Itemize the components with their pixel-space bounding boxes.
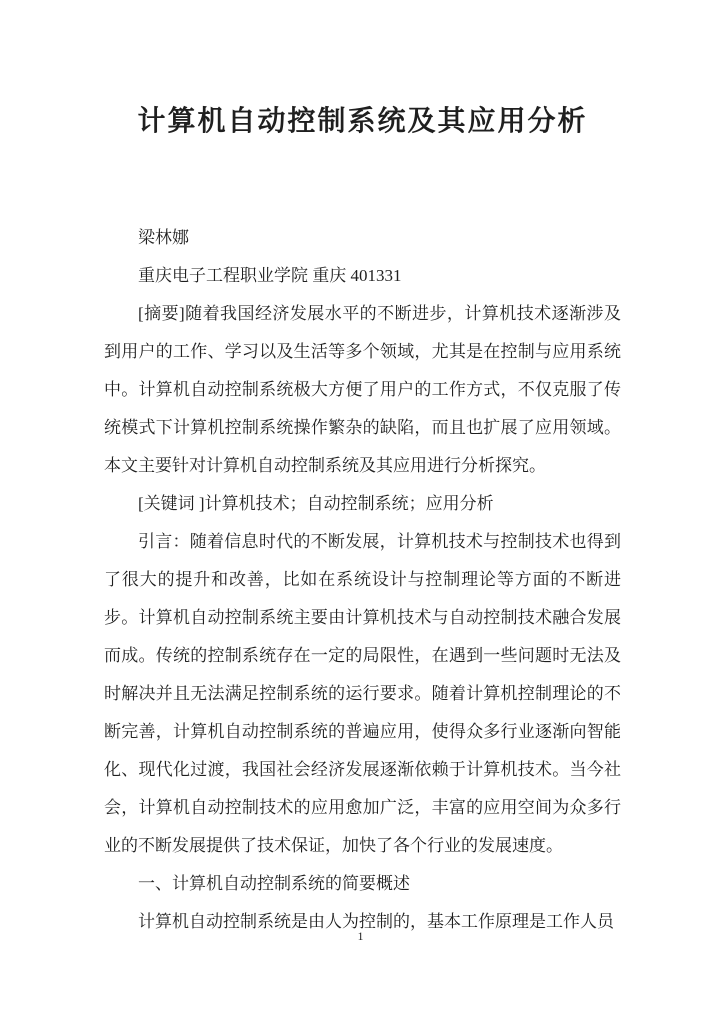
introduction-paragraph: 引言：随着信息时代的不断发展，计算机技术与控制技术也得到了很大的提升和改善，比如在系统设计与控制理论等方面的不断进步。计算机自动控制系统主要由计算机技术与自动控制技术融合发展而成。传统的控制系统存在一定的局限性，在遇到一些问题时无法及时解决并且无法满足控制系统的运行要求。随着计算机控制理论的不断完善，计算机自动控制系统的普遍应用，使得众多行业逐渐向智能化、现代化过渡，我国社会经济发展逐渐依赖于计算机技术。当今社会，计算机自动控制技术的应用愈加广泛，丰富的应用空间为众多行业的不断发展提供了技术保证，加快了各个行业的发展速度。 [104,531,621,855]
section-1-heading: 一、计算机自动控制系统的简要概述 [138,873,410,893]
section-1-paragraph: 计算机自动控制系统是由人为控制的，基本工作原理是工作人员 [138,911,614,931]
document-body [104,219,621,941]
document-content [104,86,621,941]
page-number: 1 [357,929,364,943]
abstract-paragraph: [摘要]随着我国经济发展水平的不断进步，计算机技术逐渐涉及到用户的工作、学习以及生活等多个领域，尤其是在控制与应用系统中。计算机自动控制系统极大方便了用户的工作方式，不仅克服了传统模式下计算机控制系统操作繁杂的缺陷，而且也扩展了应用领域。本文主要针对计算机自动控制系统及其应用进行分析探究。 [104,303,621,475]
keywords-line: [关键词 ]计算机技术；自动控制系统；应用分析 [138,493,494,513]
author-affiliation: 重庆电子工程职业学院 重庆 401331 [138,265,402,285]
author-name: 梁林娜 [138,227,189,247]
document-title: 计算机自动控制系统及其应用分析 [137,105,588,137]
